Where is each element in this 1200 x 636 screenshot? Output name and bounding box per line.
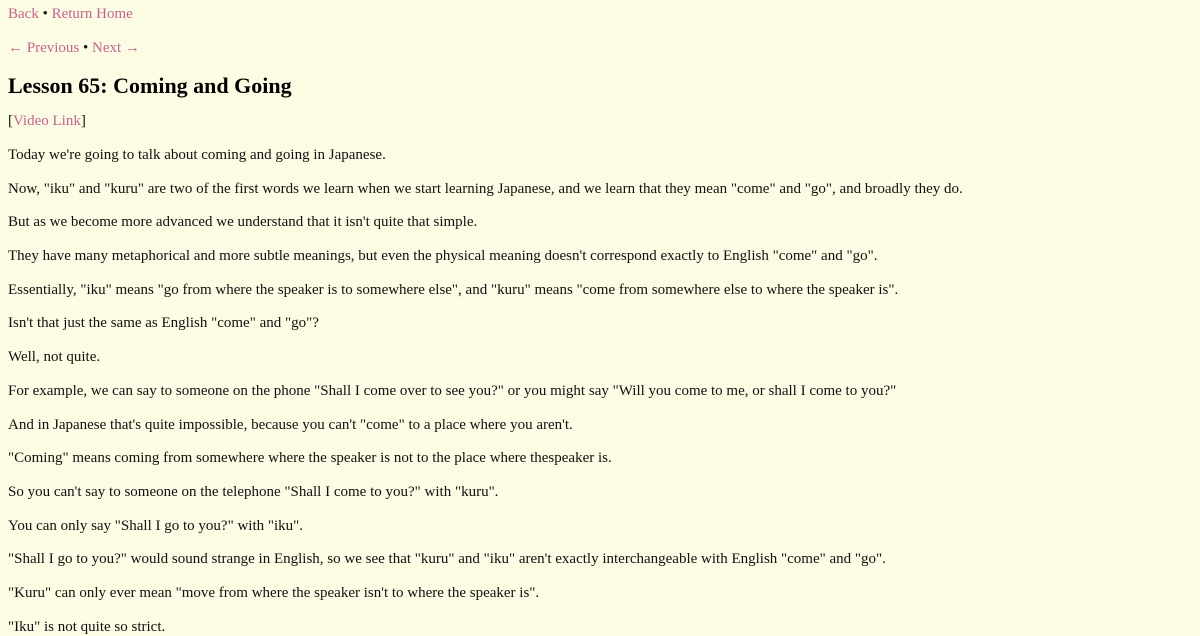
back-link[interactable]: Back (8, 6, 39, 22)
lesson-paragraph: "Coming" means coming from somewhere where the speaker is not to the place where thespeaker is. (8, 450, 612, 467)
top-navigation (8, 5, 1192, 23)
lesson-paragraph: "Iku" is not quite so strict. (8, 618, 166, 635)
lesson-paragraph: "Shall I go to you?" would sound strange in English, so we see that "kuru" and "iku" aren't exactly interchangeable with English "come" and "go". (8, 551, 886, 568)
lesson-pager (8, 39, 1192, 57)
pager-separator: • (83, 40, 93, 56)
video-open-bracket: [ (8, 113, 13, 129)
lesson-paragraph: For example, we can say to someone on the phone "Shall I come over to see you?" or you might say "Will you come to me, or shall I come to you?" (8, 382, 897, 399)
video-close-bracket: ] (80, 113, 86, 129)
lesson-title: Lesson 65: Coming and Going (8, 73, 292, 98)
nav-separator: • (42, 6, 52, 22)
next-link[interactable]: Next → (92, 40, 140, 56)
lesson-paragraph: So you can't say to someone on the telephone "Shall I come to you?" with "kuru". (8, 483, 499, 500)
video-link-line (8, 112, 1192, 130)
lesson-paragraph: And in Japanese that's quite impossible, because you can't "come" to a place where you aren't. (8, 416, 573, 433)
lesson-paragraph: Well, not quite. (8, 349, 101, 366)
video-link[interactable]: Video Link (13, 113, 81, 129)
lesson-paragraph: Isn't that just the same as English "come" and "go"? (8, 315, 319, 332)
lesson-paragraph: You can only say "Shall I go to you?" with "iku". (8, 517, 304, 534)
return-home-link[interactable]: Return Home (51, 6, 133, 22)
lesson-paragraph: But as we become more advanced we understand that it isn't quite that simple. (8, 214, 478, 231)
lesson-paragraph: "Kuru" can only ever mean "move from where the speaker isn't to where the speaker is". (8, 584, 540, 601)
lesson-paragraph: They have many metaphorical and more subtle meanings, but even the physical meaning doesn't correspond exactly to English "come" and "go". (8, 248, 878, 265)
lesson-paragraph: Essentially, "iku" means "go from where the speaker is to somewhere else", and "kuru" means "come from somewhere else to where the speaker is". (8, 281, 899, 298)
lesson-paragraph: Now, "iku" and "kuru" are two of the first words we learn when we start learning Japanese, and we learn that they mean "come" and "go", and broadly they do. (8, 180, 963, 197)
previous-link[interactable]: ← Previous (8, 40, 80, 56)
lesson-paragraph: Today we're going to talk about coming and going in Japanese. (8, 147, 386, 163)
lesson-body (8, 146, 1192, 636)
